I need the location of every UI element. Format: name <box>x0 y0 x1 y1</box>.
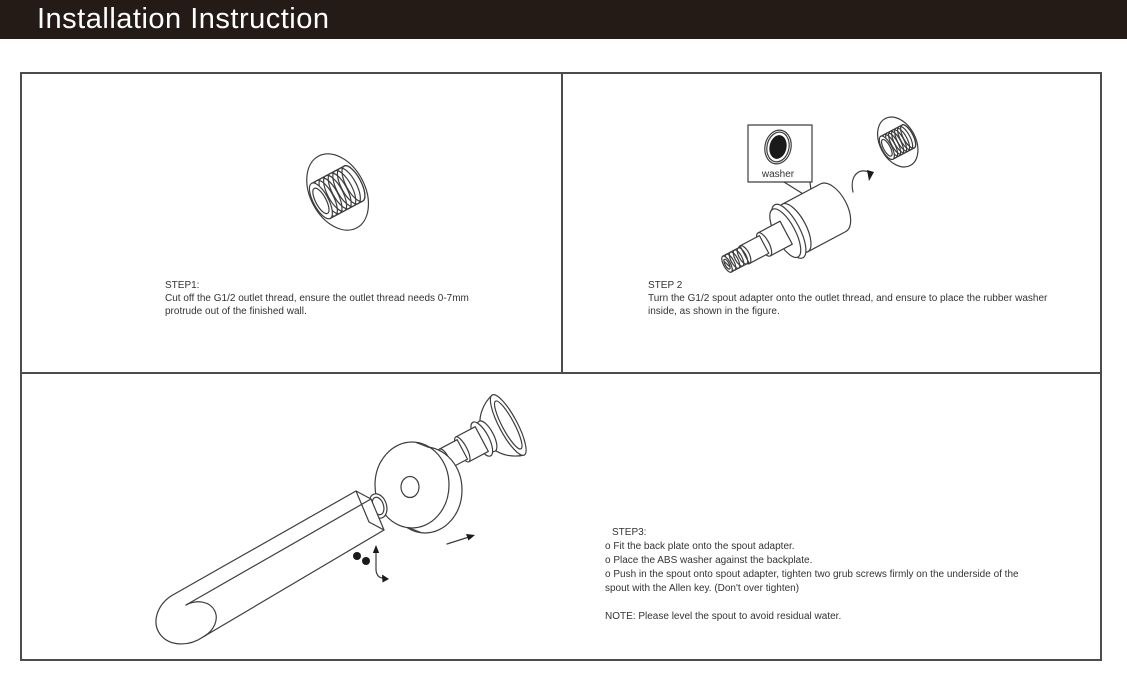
step2-text <box>648 279 1047 318</box>
step1-text <box>165 279 469 318</box>
page-title: Installation Instruction <box>37 3 330 35</box>
step3-line: o Place the ABS washer against the backplate. <box>605 555 813 566</box>
step1-line: protrude out of the finished wall. <box>165 306 307 317</box>
rotation-arrow-icon <box>852 170 874 192</box>
outlet-thread-drawing <box>292 140 387 244</box>
step3-line: o Fit the back plate onto the spout adapter. <box>605 541 795 552</box>
header-bar <box>0 0 1127 39</box>
step2-drawing <box>720 100 960 290</box>
tighten-arrow-icon <box>373 545 389 583</box>
step3-text <box>605 526 1019 624</box>
spout-drawing <box>156 491 384 644</box>
step1-line: Cut off the G1/2 outlet thread, ensure the outlet thread needs 0-7mm <box>165 293 469 304</box>
instruction-sheet <box>20 72 1102 661</box>
step3-line: o Push in the spout onto spout adapter, tighten two grub screws firmly on the underside of the <box>605 569 1019 580</box>
step2-label: STEP 2 <box>648 280 683 291</box>
washer-callout-box <box>748 125 812 199</box>
panel-step3 <box>22 372 1100 659</box>
step2-line: Turn the G1/2 spout adapter onto the outlet thread, and ensure to place the rubber washer <box>648 293 1048 304</box>
spout-adapter-drawing <box>710 175 860 293</box>
step3-drawing <box>40 390 600 650</box>
step3-note: NOTE: Please level the spout to avoid residual water. <box>605 611 842 622</box>
step3-label: STEP3: <box>612 527 647 538</box>
outlet-thread-drawing <box>869 110 926 174</box>
step2-line: inside, as shown in the figure. <box>648 306 780 317</box>
step3-line: spout with the Allen key. (Don't over tighten) <box>605 583 800 594</box>
grub-screws-icon <box>353 552 370 565</box>
panel-step2 <box>563 74 1100 372</box>
direction-arrow-icon <box>447 534 475 544</box>
step1-label: STEP1: <box>165 280 200 291</box>
panel-step1 <box>22 74 563 372</box>
washer-label: washer <box>761 169 795 180</box>
